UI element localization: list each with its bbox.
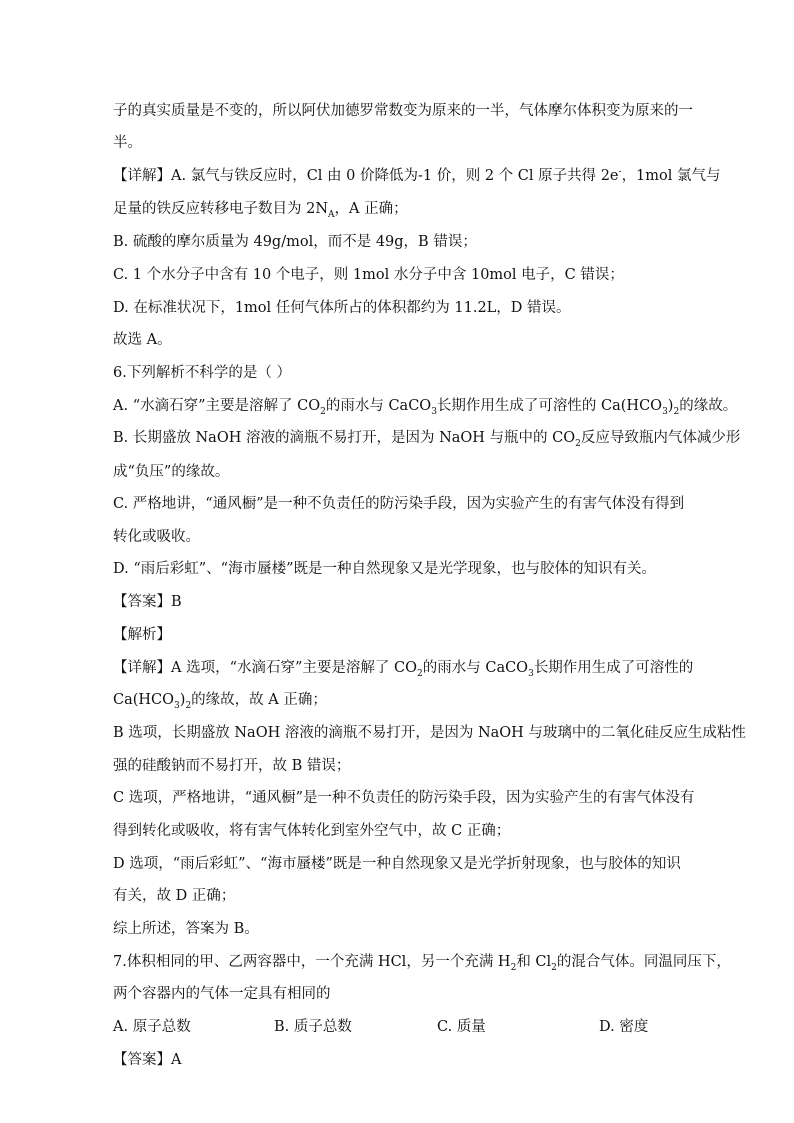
analysis-c: C 选项，严格地讲，“通风橱”是一种不负责任的防污染手段，因为实验产生的有害气体没有 xyxy=(113,790,695,806)
question-7-option-a: A. 原子总数 xyxy=(113,1019,191,1035)
explanation-a: 【详解】A. 氯气与铁反应时，Cl 由 0 价降低为-1 价，则 2 个 Cl 原子共得 2e-，1mol 氯气与 xyxy=(113,167,721,184)
analysis-c-cont: 得到转化或吸收，将有害气体转化到室外空气中，故 C 正确； xyxy=(113,823,511,839)
text-line: 子的真实质量是不变的，所以阿伏加德罗常数变为原来的一半，气体摩尔体积变为原来的一 xyxy=(113,103,693,119)
question-6-option-c-cont: 转化或吸收。 xyxy=(113,529,200,545)
question-6-option-d: D. “雨后彩虹”、“海市蜃楼”既是一种自然现象又是光学现象，也与胶体的知识有关。 xyxy=(113,561,656,577)
answer-label: 【答案】A xyxy=(113,1052,182,1068)
text-line: 半。 xyxy=(113,135,142,151)
analysis-a: 【详解】A 选项，“水滴石穿”主要是溶解了 $CO_2$的雨水与 CaCO$_3$长期作用生成了可溶性的 xyxy=(113,660,694,679)
question-6-option-a: A. “水滴石穿”主要是溶解了 $CO_2$的雨水与 CaCO$_3$长期作用生成了可溶性的 $Ca(HCO_3)_2$的缘故。 xyxy=(113,398,738,417)
question-7-stem: 7.体积相同的甲、乙两容器中，一个充满 HCl，另一个充满 $H_2$和 $Cl_2$的混合气体。同温同压下， xyxy=(113,954,731,973)
analysis-d: D 选项，“雨后彩虹”、“海市蜃楼”既是一种自然现象又是光学折射现象，也与胶体的知识 xyxy=(113,856,681,872)
summary: 综上所述，答案为 B。 xyxy=(113,921,259,937)
question-7-option-c: C. 质量 xyxy=(437,1019,486,1035)
analysis-b: B 选项，长期盛放 NaOH 溶液的滴瓶不易打开，是因为 NaOH 与玻璃中的二氧化硅反应生成粘性 xyxy=(113,725,746,741)
conclusion: 故选 A。 xyxy=(113,332,172,348)
explanation-b: B. 硫酸的摩尔质量为 49g/mol，而不是 49g，B 错误； xyxy=(113,234,477,250)
question-7-option-d: D. 密度 xyxy=(599,1019,649,1035)
analysis-label: 【解析】 xyxy=(113,627,171,643)
question-6-option-b: B. 长期盛放 NaOH 溶液的滴瓶不易打开，是因为 NaOH 与瓶中的 $CO_2$反应导致瓶内气体减少形 xyxy=(113,430,741,449)
question-7-option-b: B. 质子总数 xyxy=(274,1019,352,1035)
question-6-option-c: C. 严格地讲，“通风橱”是一种不负责任的防污染手段，因为实验产生的有害气体没有得到 xyxy=(113,496,685,512)
question-6-option-b-cont: 成“负压”的缘故。 xyxy=(113,464,230,480)
analysis-d-cont: 有关，故 D 正确； xyxy=(113,888,236,904)
explanation-a-cont: 足量的铁反应转移电子数目为 $2N_A$，A 正确； xyxy=(113,201,408,220)
question-6-stem: 6.下列解析不科学的是（ ） xyxy=(113,365,291,381)
analysis-b-cont: 强的硅酸钠而不易打开，故 B 错误； xyxy=(113,758,351,774)
explanation-c: C. 1 个水分子中含有 10 个电子，则 1mol 水分子中含 10mol 电子，C 错误； xyxy=(113,267,624,283)
question-7-stem-cont: 两个容器内的气体一定具有相同的 xyxy=(113,986,331,1002)
analysis-a-cont: $Ca(HCO_3)_2$的缘故，故 A 正确； xyxy=(113,692,327,711)
answer-label: 【答案】B xyxy=(113,594,182,610)
explanation-d: D. 在标准状况下，1mol 任何气体所占的体积都约为 11.2L，D 错误。 xyxy=(113,300,571,316)
